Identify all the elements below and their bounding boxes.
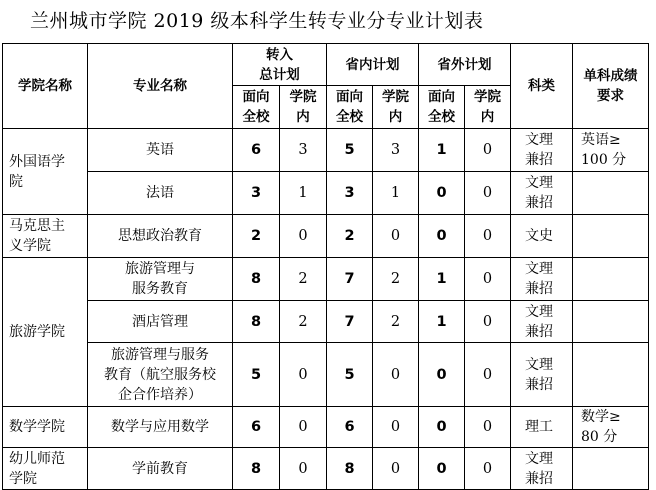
- header-requirement: 单科成绩 要求: [573, 44, 649, 129]
- inprov-school-cell: 5: [327, 129, 373, 172]
- requirement-cell: [573, 172, 649, 215]
- outprov-school-cell: 0: [419, 448, 465, 490]
- subheader-outprov-school: 面向 全校: [419, 86, 465, 129]
- total-school-cell: 2: [233, 215, 280, 258]
- outprov-school-cell: 0: [419, 407, 465, 448]
- category-cell: 文理 兼招: [511, 343, 573, 407]
- table-row: [3, 407, 649, 448]
- inprov-college-cell: 1: [373, 172, 419, 215]
- outprov-school-cell: 0: [419, 215, 465, 258]
- requirement-cell: [573, 258, 649, 301]
- total-school-cell: 6: [233, 129, 280, 172]
- outprov-college-cell: 0: [465, 172, 511, 215]
- table-row: [3, 343, 649, 407]
- inprov-school-cell: 3: [327, 172, 373, 215]
- inprov-college-cell: 2: [373, 301, 419, 343]
- header-total: 转入 总计划: [233, 44, 327, 86]
- inprov-college-cell: 0: [373, 407, 419, 448]
- total-college-cell: 1: [280, 172, 327, 215]
- category-cell: 理工: [511, 407, 573, 448]
- inprov-school-cell: 5: [327, 343, 373, 407]
- outprov-college-cell: 0: [465, 301, 511, 343]
- table-row: [3, 129, 649, 172]
- requirement-cell: [573, 215, 649, 258]
- major-cell: 思想政治教育: [88, 215, 233, 258]
- header-category: 科类: [511, 44, 573, 129]
- major-cell: 酒店管理: [88, 301, 233, 343]
- outprov-college-cell: 0: [465, 343, 511, 407]
- table-row: [3, 215, 649, 258]
- category-cell: 文理 兼招: [511, 172, 573, 215]
- table-row: [3, 172, 649, 215]
- inprov-college-cell: 0: [373, 343, 419, 407]
- category-cell: 文史: [511, 215, 573, 258]
- major-cell: 法语: [88, 172, 233, 215]
- inprov-school-cell: 6: [327, 407, 373, 448]
- subheader-outprov-college: 学院 内: [465, 86, 511, 129]
- inprov-college-cell: 0: [373, 448, 419, 490]
- total-school-cell: 8: [233, 448, 280, 490]
- requirement-cell: [573, 301, 649, 343]
- category-cell: 文理 兼招: [511, 301, 573, 343]
- outprov-school-cell: 0: [419, 343, 465, 407]
- outprov-college-cell: 0: [465, 407, 511, 448]
- inprov-college-cell: 3: [373, 129, 419, 172]
- total-college-cell: 0: [280, 448, 327, 490]
- outprov-college-cell: 0: [465, 448, 511, 490]
- plan-table: [2, 43, 649, 490]
- header-inprov: 省内计划: [327, 44, 419, 86]
- major-cell: 旅游管理与服务 教育（航空服务校 企合作培养）: [88, 343, 233, 407]
- total-school-cell: 8: [233, 301, 280, 343]
- subheader-inprov-school: 面向 全校: [327, 86, 373, 129]
- table-row: [3, 301, 649, 343]
- subheader-total-school: 面向 全校: [233, 86, 280, 129]
- category-cell: 文理 兼招: [511, 448, 573, 490]
- page-title: 兰州城市学院 2019 级本科学生转专业分专业计划表: [30, 10, 484, 32]
- requirement-cell: 数学≥ 80 分: [573, 407, 649, 448]
- total-college-cell: 0: [280, 215, 327, 258]
- category-cell: 文理 兼招: [511, 258, 573, 301]
- inprov-college-cell: 0: [373, 215, 419, 258]
- table-row: [3, 448, 649, 490]
- outprov-college-cell: 0: [465, 258, 511, 301]
- outprov-school-cell: 0: [419, 172, 465, 215]
- outprov-school-cell: 1: [419, 301, 465, 343]
- inprov-school-cell: 2: [327, 215, 373, 258]
- major-cell: 数学与应用数学: [88, 407, 233, 448]
- outprov-school-cell: 1: [419, 129, 465, 172]
- category-cell: 文理 兼招: [511, 129, 573, 172]
- inprov-school-cell: 8: [327, 448, 373, 490]
- major-cell: 英语: [88, 129, 233, 172]
- requirement-cell: [573, 448, 649, 490]
- table-row: [3, 258, 649, 301]
- total-school-cell: 5: [233, 343, 280, 407]
- total-school-cell: 8: [233, 258, 280, 301]
- header-outprov: 省外计划: [419, 44, 511, 86]
- outprov-college-cell: 0: [465, 215, 511, 258]
- total-school-cell: 6: [233, 407, 280, 448]
- outprov-college-cell: 0: [465, 129, 511, 172]
- college-cell: 旅游学院: [3, 258, 88, 407]
- requirement-cell: 英语≥ 100 分: [573, 129, 649, 172]
- header-major: 专业名称: [88, 44, 233, 129]
- total-school-cell: 3: [233, 172, 280, 215]
- header-college: 学院名称: [3, 44, 88, 129]
- total-college-cell: 2: [280, 301, 327, 343]
- subheader-total-college: 学院 内: [280, 86, 327, 129]
- inprov-school-cell: 7: [327, 301, 373, 343]
- total-college-cell: 3: [280, 129, 327, 172]
- college-cell: 幼儿师范 学院: [3, 448, 88, 490]
- college-cell: 外国语学 院: [3, 129, 88, 215]
- major-cell: 学前教育: [88, 448, 233, 490]
- total-college-cell: 0: [280, 343, 327, 407]
- inprov-school-cell: 7: [327, 258, 373, 301]
- subheader-inprov-college: 学院 内: [373, 86, 419, 129]
- requirement-cell: [573, 343, 649, 407]
- total-college-cell: 2: [280, 258, 327, 301]
- college-cell: 数学学院: [3, 407, 88, 448]
- outprov-school-cell: 1: [419, 258, 465, 301]
- major-cell: 旅游管理与 服务教育: [88, 258, 233, 301]
- college-cell: 马克思主 义学院: [3, 215, 88, 258]
- total-college-cell: 0: [280, 407, 327, 448]
- inprov-college-cell: 2: [373, 258, 419, 301]
